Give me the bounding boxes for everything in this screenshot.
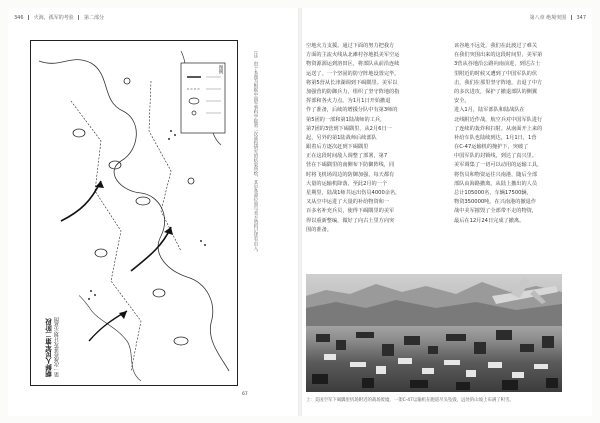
text-line: 营在下碣隅里的南侧布下防御阵线，同 bbox=[306, 162, 395, 169]
left-page bbox=[8, 8, 298, 416]
photo-caption: 上：美国空军下碣隅里机场附近的战场废墟，一架C-47运输机在跑道尽头坠毁，远处的山坡上布满了积雪。 bbox=[306, 398, 514, 403]
text-line: 在C-47运输机的掩护下，突破了 bbox=[454, 144, 529, 151]
battle-map bbox=[30, 40, 238, 386]
text-line: 空地火力支援。通过下面的努力把我方 bbox=[306, 43, 395, 49]
text-line: 北线附近作战，航空兵对中国军队进行 bbox=[454, 116, 543, 123]
text-line: 得以重新整编，做好了向古土里方向突 bbox=[306, 217, 395, 224]
text-line: 挥部和各火力点。为1月1日开始撤退 bbox=[306, 98, 391, 105]
text-line: 进入1月，陆军部队和陆战队在 bbox=[454, 107, 525, 114]
text-line: 百多名补充兵员，使得下碣隅里的美军 bbox=[306, 208, 395, 215]
text-line: 作了准备，后续的增援分队中有第3师的 bbox=[306, 107, 398, 114]
left-book-title: 火海，孤军的考验 bbox=[33, 15, 74, 21]
battlefield-photo bbox=[306, 274, 562, 392]
text-line: 将伤员和物资运往兴南港，随后全部 bbox=[454, 171, 538, 178]
photo-scene bbox=[306, 274, 562, 392]
text-line: 安全。 bbox=[454, 98, 470, 105]
text-line: 该谷地不远处，我们在此渡过了难关 bbox=[454, 43, 538, 49]
left-volume: 第二部分 bbox=[83, 15, 104, 21]
right-running-head bbox=[530, 14, 586, 21]
text-line: 最后在12月24日完成了撤离。 bbox=[454, 217, 525, 224]
text-line: 运送了。一个坚固的防守阵地设置完毕。 bbox=[306, 70, 400, 77]
text-line: 物资源源运到溶田区，将部队从前沿连续 bbox=[306, 61, 400, 68]
text-line: 第7团的3营到下碣隅里，从2月6日一 bbox=[306, 125, 392, 132]
text-line: 围的准备。 bbox=[306, 226, 332, 233]
text-line: 了连续的轰炸和扫射。从南面开上来的 bbox=[454, 125, 543, 132]
running-head-divider bbox=[28, 15, 29, 20]
text-line: 大量的运输机降落，至此2月的一个 bbox=[306, 180, 388, 187]
text-line: 方面的主流火线从北滩村谷地抵美军空运 bbox=[306, 52, 400, 59]
text-column-left bbox=[306, 42, 414, 235]
text-line: 总计105000名，车辆17500辆， bbox=[454, 190, 532, 196]
text-line: 将第5营从长津湖调到下碣隅里。美军以 bbox=[306, 79, 398, 86]
left-running-head bbox=[14, 14, 104, 21]
map-title bbox=[45, 281, 77, 377]
text-line: 正在这段时间敌人调整了部署，第7 bbox=[306, 153, 388, 160]
text-line: 击，我们在那里坚守阵地，击退了中方 bbox=[454, 79, 543, 86]
text-line: 又从空中运进了大量的补给物资和一 bbox=[306, 199, 390, 206]
running-head-divider bbox=[571, 15, 572, 20]
text-line: 第5团的一部和第1陆战师的工兵， bbox=[306, 116, 386, 123]
text-line: 的多次进攻，保护了撤退部队的侧翼 bbox=[454, 88, 538, 95]
text-line: 跟着后方逐次赶到下碣隅里 bbox=[306, 144, 369, 151]
right-section: 绝境突围 bbox=[546, 15, 567, 21]
map-title-line-2: 第一次战役进攻计划示意图 bbox=[54, 317, 60, 377]
text-line: 里附近的时候又遭到了中国军队的伏 bbox=[454, 70, 538, 77]
map-title-line-1: 朝鲜人民军第二阶段 bbox=[45, 318, 53, 377]
text-line: 物资350000吨。在兴南港的撤退作 bbox=[454, 199, 537, 206]
text-line: 3营从谷地沿公路向南前进，到达古土 bbox=[454, 61, 541, 68]
text-line: 时将飞机场周边的防御加强，每天都有 bbox=[306, 171, 395, 178]
text-line: 战中美军摧毁了全部带不走的物资， bbox=[454, 208, 538, 215]
text-line: 加强营的防御兵力，组织了坚守阵地的指 bbox=[306, 88, 400, 95]
map-legend-title: 图例 bbox=[218, 65, 223, 74]
text-line: 星期里，陆战1师共运出伤员4000余名， bbox=[306, 190, 401, 196]
map-folio: 67 bbox=[242, 392, 248, 397]
right-folio: 347 bbox=[576, 15, 586, 21]
map-caption: （注）由于本图为根据中国军事科学院第二次战役研究的结果所绘，其中各部位置与美方资料记述有出入。 bbox=[253, 48, 258, 255]
text-line: 起，另外的第1陆战师后续部队 bbox=[306, 134, 377, 141]
running-head-divider bbox=[78, 15, 79, 20]
text-line: 部队由海路撤离。从陆上撤出的人员 bbox=[454, 180, 538, 187]
text-column-right bbox=[454, 42, 562, 226]
text-line: 补给车队也陆续到达，1月1日，1营 bbox=[454, 134, 537, 141]
text-line: 美军调集了一切可以动用的运输工具， bbox=[454, 162, 543, 169]
right-chapter: 第八章 bbox=[529, 15, 545, 21]
right-page bbox=[302, 8, 592, 416]
text-line: 在我们突围出来的这段时间里，美军第 bbox=[454, 52, 543, 59]
text-line: 中国军队的封锁线，到达了真兴里。 bbox=[454, 153, 538, 160]
left-folio: 346 bbox=[14, 15, 24, 21]
